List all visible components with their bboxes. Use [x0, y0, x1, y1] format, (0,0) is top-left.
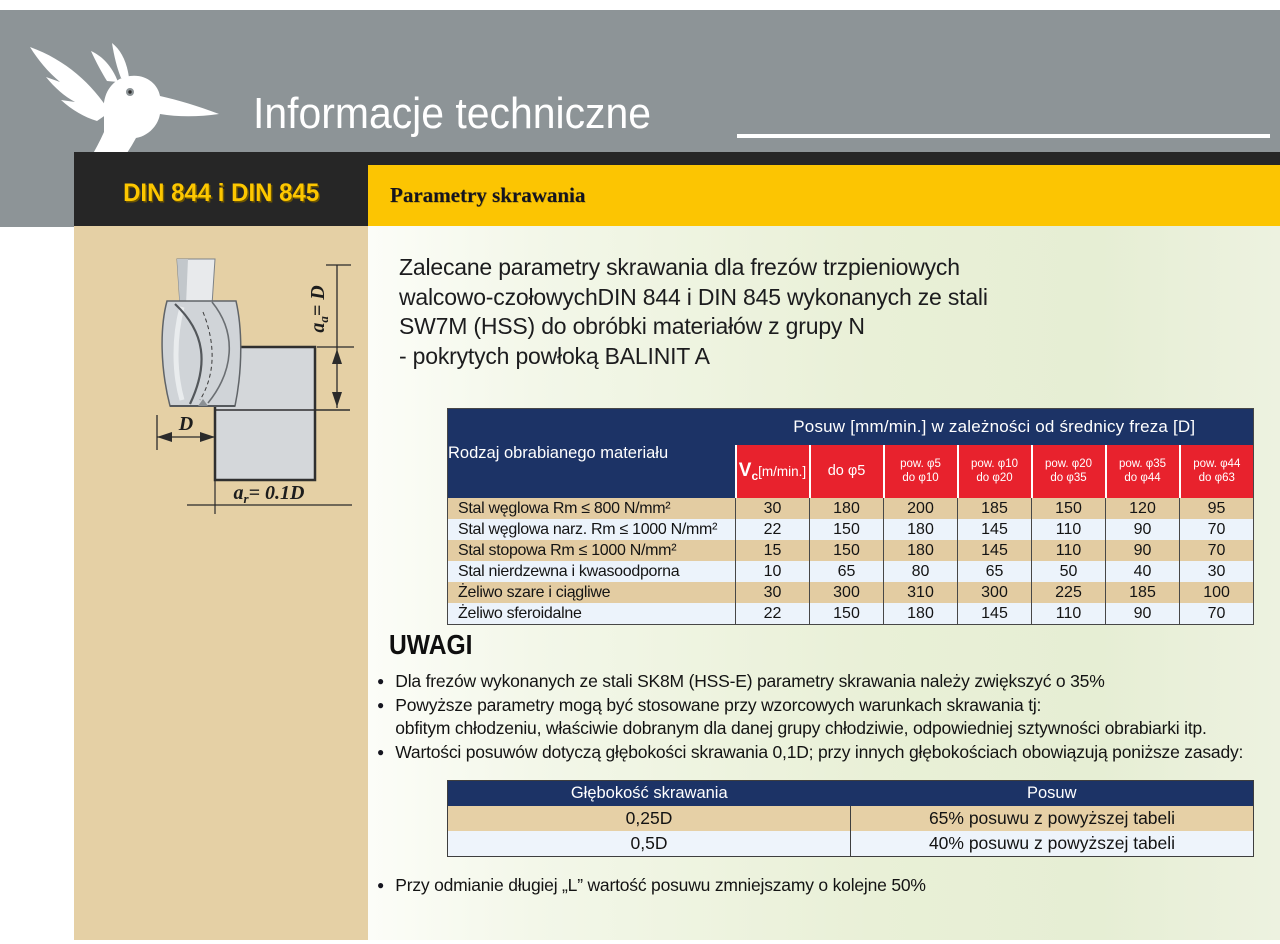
vc-column-header: $V_c[m/\min.]$ [736, 445, 810, 498]
value-cell: 100 [1180, 582, 1254, 603]
table-row [448, 603, 1254, 625]
bullet-text-line: Wartości posuwów dotyczą głębokości skrawania 0,1D; przy innych głębokościach obowiązują poniższe zasady: [395, 741, 1244, 762]
diameter-label: D [178, 413, 194, 435]
din-standard-badge [74, 152, 368, 226]
diameter-range-line1: pow. φ5 [900, 458, 941, 470]
radial-depth-label: $a_r= 0.1D$ [233, 482, 305, 506]
table-row [448, 540, 1254, 561]
value-cell: 90 [1106, 519, 1180, 540]
bullet-text-line: Przy odmianie długiej „L” wartość posuwu zmniejszamy o kolejne 50% [395, 875, 926, 895]
header-gray-extension [0, 152, 74, 227]
value-cell: 225 [1032, 582, 1106, 603]
diameter-range-line2: do φ35 [1050, 471, 1087, 484]
material-cell: Stal węglowa Rm ≤ 800 N/mm² [448, 498, 736, 519]
axial-depth-label: $a_a= D$ [307, 285, 331, 333]
page-header [0, 10, 1280, 152]
material-cell: Żeliwo szare i ciągliwe [448, 582, 736, 603]
bullet-text [395, 694, 1206, 741]
value-cell: 110 [1032, 540, 1106, 561]
content-area [368, 226, 1280, 940]
value-cell: 65 [810, 561, 884, 582]
value-cell: 180 [884, 603, 958, 625]
bullet-text-line: Dla frezów wykonanych ze stali SK8M (HSS-E) parametry skrawania należy zwiększyć o 35% [395, 671, 1105, 691]
bullet-item [377, 874, 1277, 898]
diameter-range-line1: pow. φ44 [1193, 458, 1241, 470]
diameter-range-line1: pow. φ20 [1044, 458, 1093, 470]
intro-line: - pokrytych powłoką BALINIT A [399, 342, 710, 369]
value-cell: 10 [736, 561, 810, 582]
bullet-text [395, 670, 1104, 694]
diameter-column-header [1180, 445, 1254, 498]
bullet-dot-icon: ● [377, 878, 385, 892]
value-cell: 70 [1180, 603, 1254, 625]
value-cell: 300 [810, 582, 884, 603]
intro-line: SW7M (HSS) do obróbki materiałów z grupy N [399, 313, 865, 339]
value-cell: 22 [736, 603, 810, 625]
table-row [448, 582, 1254, 603]
bullet-dot-icon: ● [377, 744, 385, 759]
material-cell: Żeliwo sferoidalne [448, 603, 736, 625]
sidebar [74, 226, 368, 940]
feed-group-header: Posuw [mm/min.] w zależności od średnicy freza [D] [736, 409, 1254, 446]
diameter-range-line2: do φ44 [1124, 471, 1161, 484]
depth-feed-table [447, 780, 1254, 857]
diameter-column-header [958, 445, 1032, 498]
depth-cell: 0,25D [448, 806, 851, 831]
value-cell: 200 [884, 498, 958, 519]
title-rule [737, 134, 1270, 138]
value-cell: 90 [1106, 603, 1180, 625]
value-cell: 90 [1106, 540, 1180, 561]
section-banner [368, 165, 1280, 226]
value-cell: 180 [810, 498, 884, 519]
intro-paragraph [399, 253, 988, 371]
material-column-header: Rodzaj obrabianego materiału [448, 409, 736, 499]
bullet-text-line: Powyższe parametry mogą być stosowane przy wzorcowych warunkach skrawania tj: [395, 694, 1042, 715]
material-cell: Stal stopowa Rm ≤ 1000 N/mm² [448, 540, 736, 561]
diameter-column-header [1106, 445, 1180, 498]
bullet-text [395, 741, 1243, 765]
value-cell: 30 [736, 582, 810, 603]
end-mill-illustration [162, 259, 241, 406]
diameter-range-line1: pow. φ35 [1118, 458, 1167, 470]
depth-column-header: Głębokość skrawania [448, 781, 851, 807]
intro-line: walcowo-czołowychDIN 844 i DIN 845 wykonanych ze stali [399, 283, 988, 310]
milling-diagram [90, 240, 362, 524]
din-standard-label: DIN 844 i DIN 845 [122, 178, 320, 207]
feed-column-header: Posuw [851, 781, 1254, 807]
cutting-parameters-table [447, 408, 1254, 625]
notes-list [377, 670, 1277, 764]
bullet-item [377, 741, 1277, 765]
value-cell: 180 [884, 540, 958, 561]
value-cell: 22 [736, 519, 810, 540]
value-cell: 150 [810, 519, 884, 540]
value-cell: 110 [1032, 603, 1106, 625]
value-cell: 300 [958, 582, 1032, 603]
value-cell: 145 [958, 519, 1032, 540]
value-cell: 185 [958, 498, 1032, 519]
feed-cell: 65% posuwu z powyższej tabeli [851, 806, 1254, 831]
depth-row [448, 831, 1254, 857]
bullet-item [377, 694, 1277, 741]
diameter-column-header [1032, 445, 1106, 498]
depth-cell: 0,5D [448, 831, 851, 857]
diameter-range-line2: do φ63 [1198, 471, 1235, 484]
value-cell: 40 [1106, 561, 1180, 582]
diameter-column-header [810, 445, 884, 498]
value-cell: 150 [1032, 498, 1106, 519]
value-cell: 95 [1180, 498, 1254, 519]
intro-line: Zalecane parametry skrawania dla frezów trzpieniowych [399, 254, 960, 280]
section-title: Parametry skrawania [390, 183, 586, 207]
value-cell: 15 [736, 540, 810, 561]
page-title: Informacje techniczne [253, 89, 652, 138]
bullet-dot-icon: ● [377, 697, 385, 712]
value-cell: 30 [736, 498, 810, 519]
notes-heading: UWAGI [389, 629, 473, 660]
value-cell: 145 [958, 603, 1032, 625]
value-cell: 150 [810, 540, 884, 561]
table-row [448, 519, 1254, 540]
diameter-range-line1: pow. φ10 [970, 458, 1019, 470]
bullet-item [377, 670, 1277, 694]
diameter-range-line2: do φ20 [976, 471, 1013, 484]
diameter-range-line1: do φ5 [827, 462, 866, 479]
table-row [448, 561, 1254, 582]
final-note [377, 874, 1277, 898]
material-cell: Stal nierdzewna i kwasoodporna [448, 561, 736, 582]
diameter-range-line2: do φ10 [902, 471, 939, 484]
value-cell: 150 [810, 603, 884, 625]
value-cell: 70 [1180, 540, 1254, 561]
value-cell: 310 [884, 582, 958, 603]
value-cell: 70 [1180, 519, 1254, 540]
value-cell: 145 [958, 540, 1032, 561]
material-cell: Stal węglowa narz. Rm ≤ 1000 N/mm² [448, 519, 736, 540]
diameter-column-header [884, 445, 958, 498]
value-cell: 65 [958, 561, 1032, 582]
value-cell: 120 [1106, 498, 1180, 519]
value-cell: 50 [1032, 561, 1106, 582]
table-row [448, 498, 1254, 519]
value-cell: 80 [884, 561, 958, 582]
bullet-text-line: obfitym chłodzeniu, właściwie dobranym dla danej grupy chłodziwie, odpowiedniej sztywności obrabiarki itp. [395, 718, 1207, 738]
feed-cell: 40% posuwu z powyższej tabeli [851, 831, 1254, 857]
bullet-text [395, 874, 926, 898]
bullet-dot-icon: ● [377, 674, 385, 688]
value-cell: 30 [1180, 561, 1254, 582]
depth-row [448, 806, 1254, 831]
value-cell: 180 [884, 519, 958, 540]
value-cell: 185 [1106, 582, 1180, 603]
value-cell: 110 [1032, 519, 1106, 540]
